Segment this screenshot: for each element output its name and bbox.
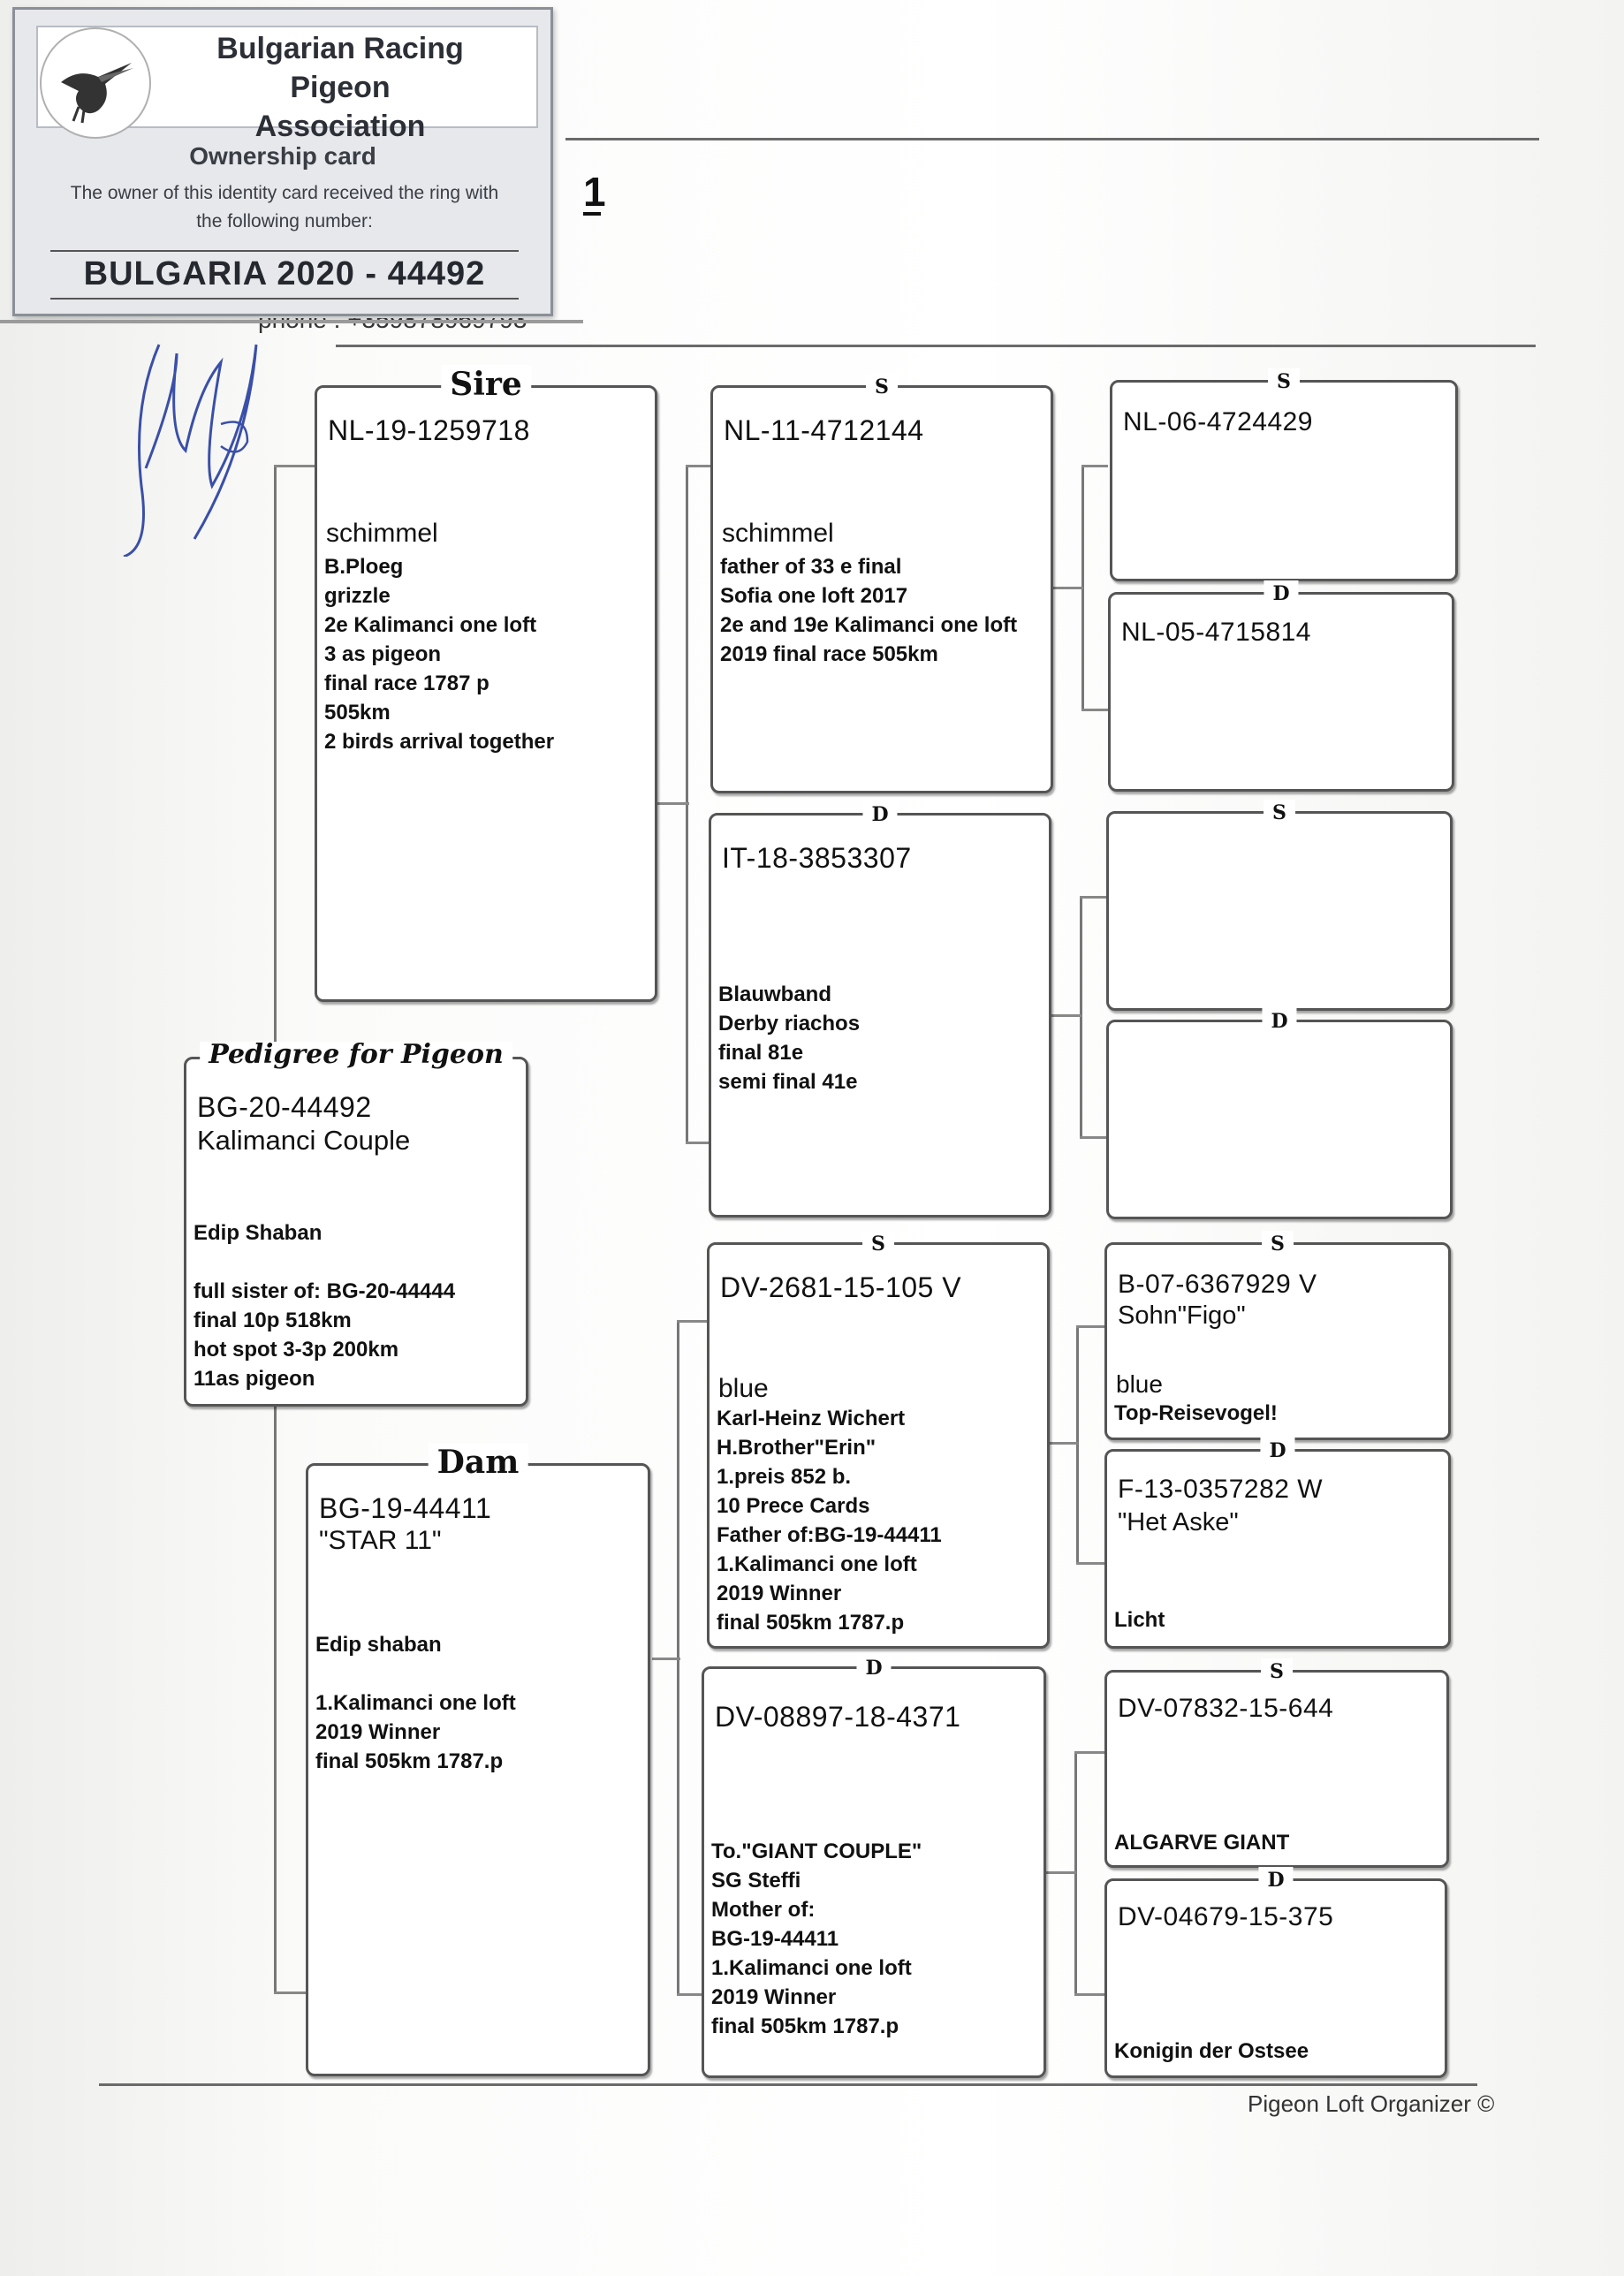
dd-dam-box (1104, 1869, 1447, 2078)
dam-sire-ring: DV-2681-15-105 V (720, 1271, 962, 1303)
pigeon-note: hot spot 3-3p 200km (194, 1338, 399, 1362)
dam-note: 2019 Winner (315, 1720, 441, 1744)
sire-ring: NL-19-1259718 (328, 414, 530, 446)
sd-dam-tag: D (1262, 1008, 1296, 1035)
sire-note: 2 birds arrival together (324, 730, 555, 754)
dam-dam-tag: D (856, 1655, 891, 1681)
ss-sire-ring: NL-06-4724429 (1123, 407, 1313, 436)
sire-dam-tag: D (862, 801, 897, 828)
pigeon-box-title: Pedigree for Pigeon (200, 1042, 512, 1068)
sire-notes (324, 552, 554, 756)
connector-root-dam (274, 1992, 309, 1994)
dd-sire-ring: DV-07832-15-644 (1118, 1694, 1334, 1723)
dam-sire-notes (717, 1404, 942, 1637)
sire-sire-tag: S (866, 374, 898, 400)
sire-sire-color: schimmel (722, 519, 834, 548)
connector-sd-top (1080, 896, 1106, 899)
dam-note: 1.Kalimanci one loft (315, 1691, 516, 1715)
sire-dam-note: Derby riachos (718, 1012, 861, 1036)
card-rule-top (50, 250, 519, 252)
dam-sire-note: 2019 Winner (717, 1582, 842, 1605)
sire-color: schimmel (326, 519, 438, 548)
ss-sire-tag: S (1268, 368, 1300, 395)
ds-sire-color: blue (1116, 1370, 1163, 1398)
dam-dam-note: 1.Kalimanci one loft (711, 1956, 912, 1980)
card-rule-bottom (50, 298, 519, 300)
sire-note: B.Ploeg (324, 555, 404, 579)
pigeon-name: Kalimanci Couple (197, 1125, 411, 1156)
dd-dam-note: Konigin der Ostsee (1114, 2039, 1309, 2063)
association-name (163, 29, 517, 146)
sd-sire-box (1106, 801, 1453, 1011)
dam-dam-note: SG Steffi (711, 1869, 801, 1893)
connector-dam-mid (652, 1658, 680, 1660)
ds-dam-notes (1114, 1605, 1165, 1635)
association-line-2: Association (254, 110, 426, 143)
dam-box (306, 1444, 650, 2076)
connector-sire-mid (657, 802, 689, 805)
card-title: Ownership card (189, 142, 376, 170)
ds-sire-notes (1114, 1399, 1278, 1428)
connector-ds-mid (1046, 1442, 1078, 1445)
sire-sire-note: 2019 final race 505km (720, 642, 938, 666)
pigeon-note: full sister of: BG-20-44444 (194, 1279, 456, 1303)
dam-ring: BG-19-44411 (319, 1492, 492, 1524)
connector-ss-top (1081, 465, 1108, 467)
connector-dam-top (677, 1320, 709, 1323)
sire-dam-box (709, 803, 1051, 1218)
card-text-line-1: The owner of this identity card received the ring with (70, 183, 499, 203)
dam-name: "STAR 11" (319, 1526, 442, 1555)
torn-edge (0, 320, 583, 323)
footer-credit: Pigeon Loft Organizer © (1248, 2090, 1495, 2117)
dam-box-title: Dam (429, 1443, 528, 1482)
dam-sire-box (707, 1233, 1050, 1649)
dam-dam-notes (711, 1837, 922, 2041)
connector-ds-bottom (1076, 1562, 1104, 1565)
ds-dam-name: "Het Aske" (1118, 1508, 1239, 1536)
dam-sire-note: final 505km 1787.p (717, 1611, 905, 1635)
connector-sire-top (686, 465, 712, 467)
dam-sire-note: 1.Kalimanci one loft (717, 1552, 917, 1576)
dam-sire-note: 1.preis 852 b. (717, 1465, 852, 1489)
ds-sire-tag: S (1262, 1231, 1294, 1257)
sire-box-title: Sire (441, 365, 531, 404)
dam-dam-note: BG-19-44411 (711, 1927, 839, 1951)
dam-notes (315, 1630, 516, 1776)
ownership-card (12, 7, 553, 316)
pigeon-box (184, 1039, 528, 1407)
dam-sire-note: H.Brother"Erin" (717, 1436, 877, 1460)
sire-dam-note: Blauwband (718, 982, 832, 1006)
sire-note: grizzle (324, 584, 391, 608)
dam-note: final 505km 1787.p (315, 1749, 504, 1773)
sire-sire-note: Sofia one loft 2017 (720, 584, 908, 608)
dam-dam-note: final 505km 1787.p (711, 2014, 899, 2038)
dam-dam-box (702, 1657, 1046, 2078)
connector-sd-mid (1048, 1014, 1081, 1017)
connector-sd (1080, 896, 1082, 1138)
ds-sire-name: Sohn"Figo" (1118, 1301, 1246, 1330)
dam-sire-note: Karl-Heinz Wichert (717, 1407, 906, 1430)
sire-sire-notes (720, 552, 1017, 669)
header-title-text: 1 (583, 169, 606, 215)
sire-note: final race 1787 p (324, 671, 489, 695)
pigeon-note: 11as pigeon (194, 1367, 315, 1391)
connector-dd-top (1074, 1751, 1104, 1754)
dd-sire-box (1104, 1660, 1449, 1868)
sd-sire-tag: S (1264, 800, 1295, 826)
sire-sire-box (710, 376, 1053, 793)
dd-dam-ring: DV-04679-15-375 (1118, 1902, 1334, 1931)
connector-ss-mid (1051, 587, 1083, 589)
sire-note: 2e Kalimanci one loft (324, 613, 537, 637)
association-line-1: Bulgarian Racing Pigeon (216, 32, 464, 104)
ds-sire-box (1104, 1233, 1451, 1440)
dd-dam-notes (1114, 2037, 1309, 2066)
header-rule-bottom (336, 345, 1536, 347)
ss-dam-tag: D (1264, 580, 1298, 607)
pigeon-notes (194, 1277, 455, 1393)
sire-dam-note: final 81e (718, 1041, 804, 1065)
ds-sire-ring: B-07-6367929 V (1118, 1270, 1317, 1299)
sire-dam-ring: IT-18-3853307 (722, 842, 912, 874)
connector-dd-mid (1043, 1871, 1076, 1874)
dam-note: Edip shaban (315, 1633, 442, 1657)
sire-dam-note: semi final 41e (718, 1070, 858, 1094)
sire-sire-note: 2e and 19e Kalimanci one loft (720, 613, 1018, 637)
sire-note: 3 as pigeon (324, 642, 442, 666)
pelican-logo-icon (40, 27, 151, 139)
dam-dam-note: 2019 Winner (711, 1985, 837, 2009)
dam-dam-note: Mother of: (711, 1898, 816, 1922)
dam-sire-color: blue (718, 1374, 769, 1403)
connector-sd-bottom (1080, 1136, 1106, 1139)
card-description (50, 179, 519, 236)
card-ring-number: BULGARIA 2020 - 44492 (83, 255, 486, 292)
sire-box (315, 366, 657, 1002)
pigeon-breeder: Edip Shaban (194, 1221, 323, 1245)
dam-sire-note: 10 Prece Cards (717, 1494, 870, 1518)
dd-sire-tag: S (1261, 1658, 1293, 1685)
footer-rule (99, 2083, 1477, 2086)
sire-note: 505km (324, 701, 391, 725)
sire-sire-note: father of 33 e final (720, 555, 902, 579)
connector-root-sire (274, 465, 316, 467)
ds-dam-note: Licht (1114, 1608, 1165, 1632)
ds-sire-note: Top-Reisevogel! (1114, 1401, 1278, 1425)
dam-sire-tag: S (862, 1231, 894, 1257)
connector-ss-bottom (1081, 709, 1108, 711)
ds-dam-tag: D (1260, 1438, 1294, 1464)
dd-sire-note: ALGARVE GIANT (1114, 1831, 1290, 1855)
connector-ds-top (1076, 1325, 1104, 1328)
ss-sire-box (1110, 370, 1458, 581)
sd-dam-box (1106, 1010, 1453, 1219)
dd-dam-tag: D (1258, 1867, 1293, 1893)
ss-dam-box (1108, 582, 1454, 792)
ds-dam-ring: F-13-0357282 W (1118, 1475, 1324, 1504)
ss-dam-ring: NL-05-4715814 (1121, 618, 1311, 647)
dam-dam-note: To."GIANT COUPLE" (711, 1840, 922, 1863)
handwritten-signature (115, 336, 292, 557)
pigeon-note: final 10p 518km (194, 1309, 352, 1332)
pigeon-ring: BG-20-44492 (197, 1091, 372, 1123)
sire-sire-ring: NL-11-4712144 (724, 414, 924, 446)
dam-sire-note: Father of:BG-19-44411 (717, 1523, 942, 1547)
dd-sire-notes (1114, 1828, 1289, 1857)
dam-dam-ring: DV-08897-18-4371 (715, 1701, 961, 1733)
ds-dam-box (1104, 1439, 1451, 1649)
header-rule-top (565, 138, 1539, 140)
connector-ds (1076, 1325, 1079, 1564)
connector-dd-bottom (1074, 1993, 1104, 1996)
sire-dam-notes (718, 980, 860, 1096)
card-text-line-2: the following number: (196, 211, 373, 231)
dam-note (315, 1659, 516, 1688)
